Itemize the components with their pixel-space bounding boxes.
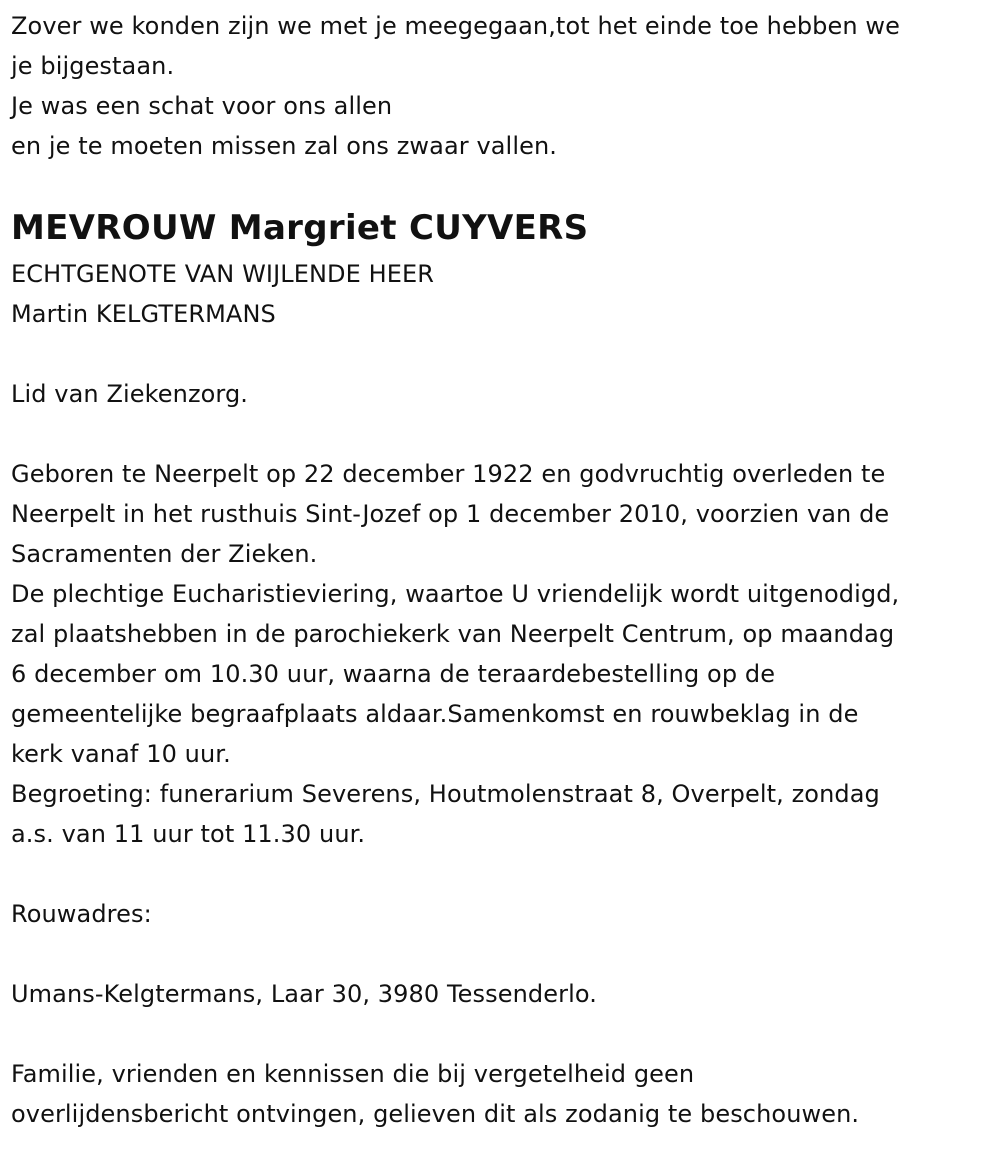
closing-line: overlijdensbericht ontvingen, gelieven dit als zodanig te beschouwen. (11, 1100, 860, 1128)
mourning-address-label: Rouwadres: (11, 900, 152, 928)
deceased-name: MEVROUW Margriet CUYVERS (11, 208, 589, 248)
membership-text: Lid van Ziekenzorg. (11, 380, 249, 408)
spouse-name: Martin KELGTERMANS (11, 300, 276, 328)
mourning-address: Umans-Kelgtermans, Laar 30, 3980 Tessenderlo. (11, 980, 597, 1008)
poem-line: je bijgestaan. (11, 52, 175, 80)
details-line: De plechtige Eucharistieviering, waartoe U vriendelijk wordt uitgenodigd, (11, 580, 900, 608)
spacer (11, 1014, 996, 1054)
details-line: gemeentelijke begraafplaats aldaar.Samenkomst en rouwbeklag in de (11, 700, 859, 728)
spacer (11, 334, 996, 374)
poem-line: Zover we konden zijn we met je meegegaan,tot het einde toe hebben we (11, 12, 900, 40)
details-block (11, 454, 996, 854)
closing-block (11, 1054, 996, 1134)
details-line: kerk vanaf 10 uur. (11, 740, 231, 768)
details-line: Geboren te Neerpelt op 22 december 1922 en godvruchtig overleden te (11, 460, 886, 488)
details-line: Begroeting: funerarium Severens, Houtmolenstraat 8, Overpelt, zondag (11, 780, 880, 808)
obituary-document (11, 6, 996, 1134)
poem-block (11, 6, 996, 166)
details-line: a.s. van 11 uur tot 11.30 uur. (11, 820, 366, 848)
spacer (11, 854, 996, 894)
spacer (11, 414, 996, 454)
deceased-block (11, 202, 996, 334)
relation-line: ECHTGENOTE VAN WIJLENDE HEER (11, 260, 435, 288)
closing-line: Familie, vrienden en kennissen die bij vergetelheid geen (11, 1060, 695, 1088)
spacer (11, 166, 996, 202)
spacer (11, 934, 996, 974)
poem-line: en je te moeten missen zal ons zwaar vallen. (11, 132, 557, 160)
details-line: 6 december om 10.30 uur, waarna de teraardebestelling op de (11, 660, 776, 688)
details-line: zal plaatshebben in de parochiekerk van Neerpelt Centrum, op maandag (11, 620, 895, 648)
details-line: Neerpelt in het rusthuis Sint-Jozef op 1 december 2010, voorzien van de (11, 500, 890, 528)
poem-line: Je was een schat voor ons allen (11, 92, 393, 120)
details-line: Sacramenten der Zieken. (11, 540, 318, 568)
